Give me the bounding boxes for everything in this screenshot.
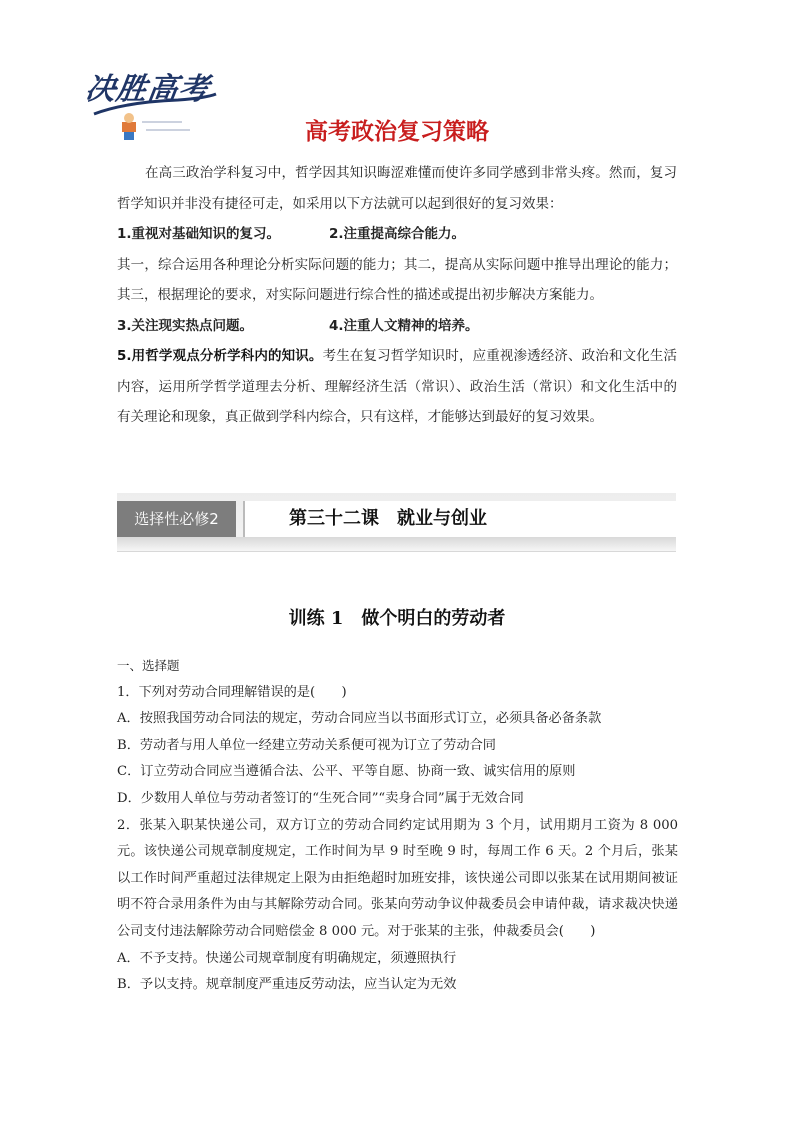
question-1: 1．下列对劳动合同理解错误的是( )	[117, 684, 347, 700]
tip-2: 2.注重提高综合能力。	[329, 226, 466, 242]
logo-text: 决胜高考	[83, 72, 212, 107]
option-1c: C．订立劳动合同应当遵循合法、公平、平等自愿、协商一致、诚实信用的原则	[117, 764, 576, 780]
lesson-title: 第三十二课 就业与创业	[289, 508, 487, 529]
tip-5-detail: 考生在复习哲学知识时，应重视渗透经济、政治和文化生活内容，运用所学哲学道理去分析、理解经济生活（常识）、政治生活（常识）和文化生活中的有关理论和现象，真正做到学科内综合，只有这样，才能够达到最好的复习效果。	[117, 348, 677, 425]
question-2: 2．张某入职某快递公司，双方订立的劳动合同约定试用期为 3 个月，试用期月工资为 8 000 元。该快递公司规章制度规定，工作时间为早 9 时至晚 9 时，每周工作 6 天。2 个月后，张某以工作时间严重超过法律规定上限为由拒绝超时加班安排，该快递公司即以张某在试用期间被证明不符合录用条件为由与其解除劳动合同。张某向劳动争议仲裁委员会申请仲裁，请求裁决快递公司支付违法解除劳动合同赔偿金 8 000 元。对于张某的主张，仲裁委员会( )	[117, 817, 678, 939]
section-heading: 一、选择题	[117, 658, 180, 673]
option-1b: B．劳动者与用人单位一经建立劳动关系便可视为订立了劳动合同	[117, 737, 496, 753]
intro-section	[117, 158, 677, 433]
tip-4: 4.注重人文精神的培养。	[329, 317, 479, 334]
tip-2-detail: 其一，综合运用各种理论分析实际问题的能力；其二，提高从实际问题中推导出理论的能力；其三，根据理论的要求，对实际问题进行综合性的描述或提出初步解决方案能力。	[117, 256, 677, 303]
tip-5-paragraph	[117, 341, 677, 433]
drill-title: 训练 1 做个明白的劳动者	[288, 608, 506, 629]
option-2b: B．予以支持。规章制度严重违反劳动法，应当认定为无效	[117, 977, 457, 993]
tip-5: 5.用哲学观点分析学科内的知识。	[117, 348, 323, 364]
tips-row-2	[117, 311, 677, 342]
banner-shadow	[117, 537, 676, 551]
course-tag: 选择性必修2	[117, 501, 236, 537]
option-1d: D．少数用人单位与劳动者签订的“生死合同”“卖身合同”属于无效合同	[117, 790, 524, 806]
option-1a: A．按照我国劳动合同法的规定，劳动合同应当以书面形式订立，必须具备必备条款	[117, 711, 602, 727]
tips-row-1	[117, 219, 677, 250]
page-title: 高考政治复习策略	[305, 119, 489, 145]
tip-3: 3.关注现实热点问题。	[117, 317, 254, 334]
question-section	[117, 653, 678, 999]
lesson-banner	[117, 493, 676, 552]
option-2a: A．不予支持。快递公司规章制度有明确规定，须遵照执行	[117, 950, 457, 966]
tip-1: 1.重视对基础知识的复习。	[117, 226, 281, 242]
intro-paragraph: 在高三政治学科复习中，哲学因其知识晦涩难懂而使许多同学感到非常头疼。然而，复习哲学知识并非没有捷径可走，如采用以下方法就可以起到很好的复习效果：	[117, 165, 677, 212]
